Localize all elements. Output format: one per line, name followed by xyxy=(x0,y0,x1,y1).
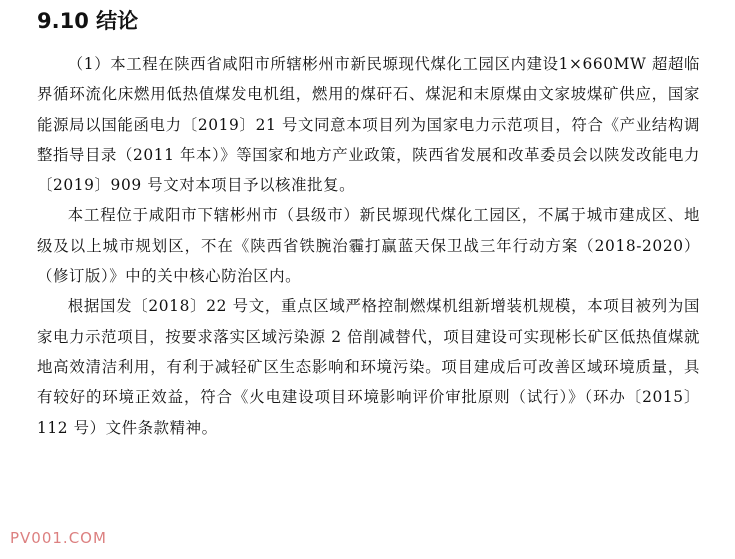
paragraph-policy-compliance: 根据国发〔2018〕22 号文，重点区域严格控制燃煤机组新增装机规模，本项目被列为国家电力示范项目，按要求落实区域污染源 2 倍削减替代，项目建设可实现彬长矿区低热值煤就地高效清洁利用，有利于减轻矿区生态影响和环境污染。项目建成后可改善区域环境质量，具有较好的环境正效益，符合《火电建设项目环境影响评价审批原则（试行）》（环办〔2015〕112 号）文件条款精神。 xyxy=(37,297,700,437)
section-heading: 9.10 结论 xyxy=(37,9,139,33)
paragraph-project-location: 本工程位于咸阳市下辖彬州市（县级市）新民塬现代煤化工园区，不属于城市建成区、地级及以上城市规划区，不在《陕西省铁腕治霾打赢蓝天保卫战三年行动方案（2018-2020）（修订版）》中的关中核心防治区内。 xyxy=(37,206,700,286)
section-body xyxy=(37,49,700,443)
paragraph-project-approval: （1）本工程在陕西省咸阳市所辖彬州市新民塬现代煤化工园区内建设1×660MW 超超临界循环流化床燃用低热值煤发电机组，燃用的煤矸石、煤泥和末原煤由文家坡煤矿供应，国家能源局以国能函电力〔2019〕21 号文同意本项目列为国家电力示范项目，符合《产业结构调整指导目录（2011 年本）》等国家和地方产业政策，陕西省发展和改革委员会以陕发改能电力〔2019〕909 号文对本项目予以核准批复。 xyxy=(37,55,700,195)
site-watermark: PV001.COM xyxy=(10,529,107,547)
